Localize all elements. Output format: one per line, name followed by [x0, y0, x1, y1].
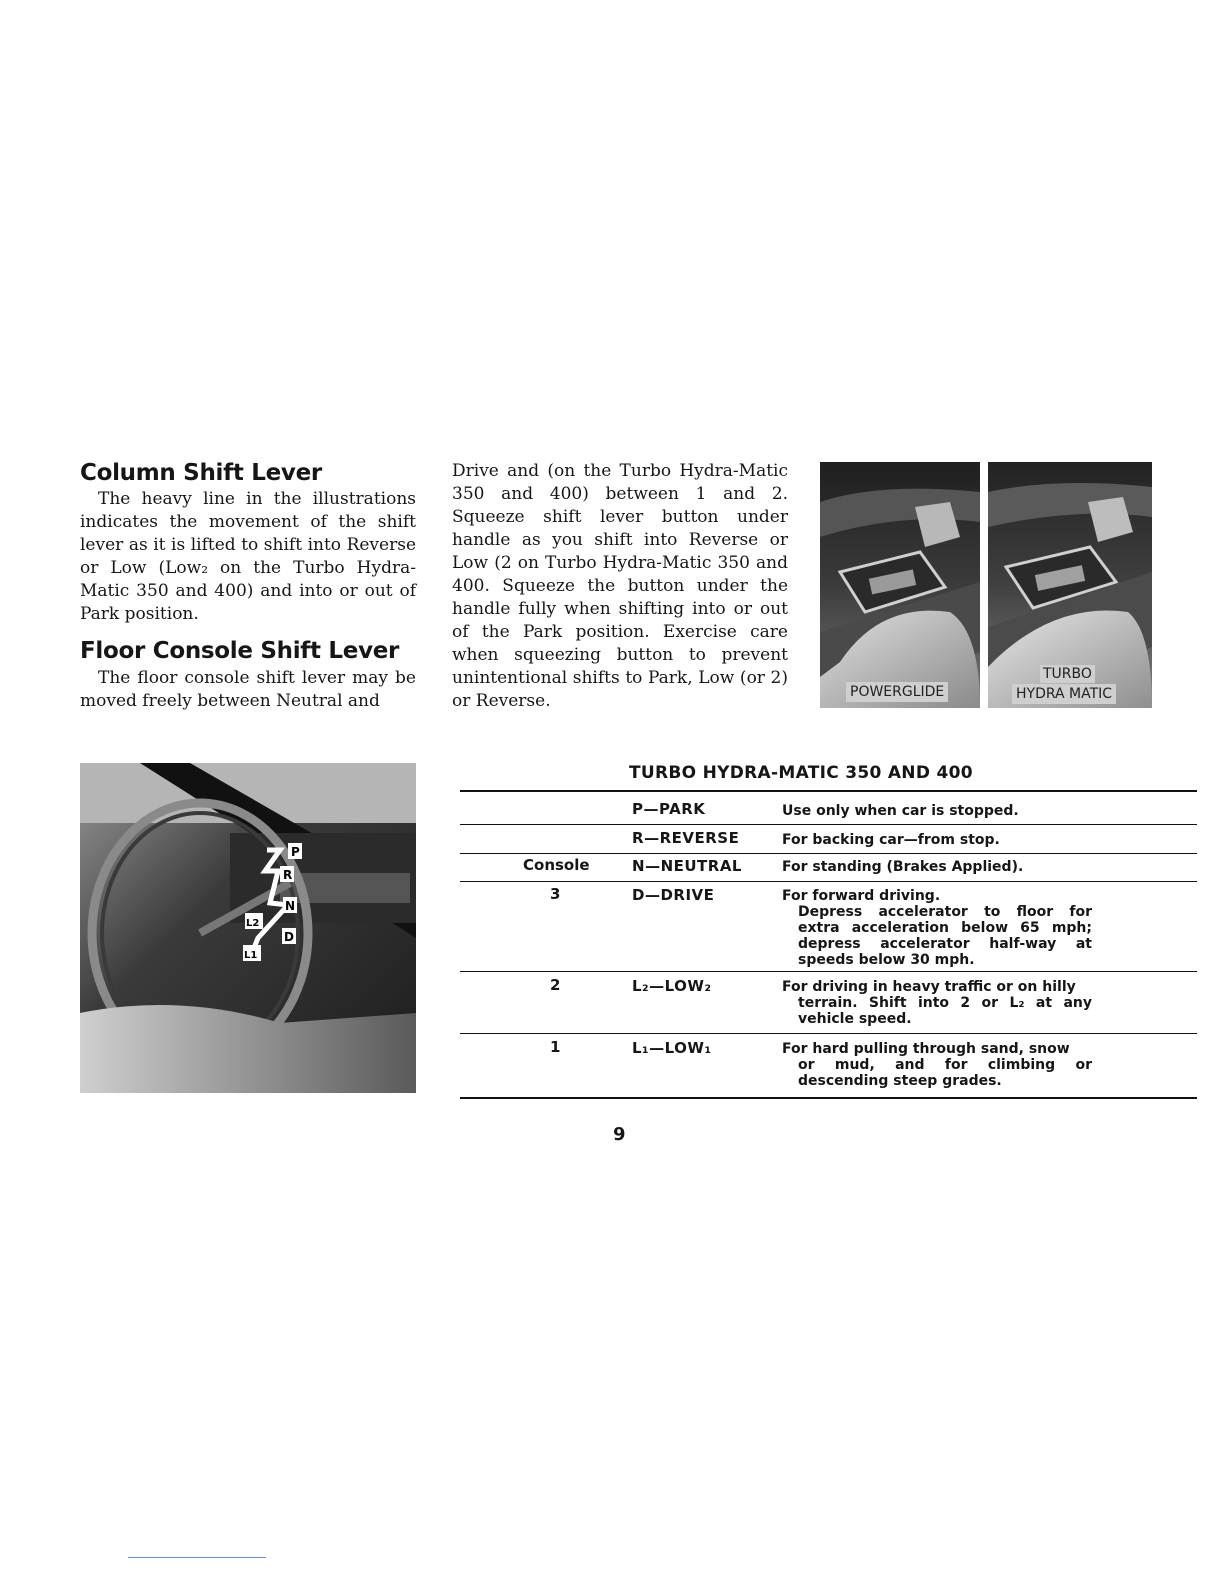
powerglide-label: POWERGLIDE: [846, 682, 948, 702]
shift-letter-p: P: [291, 845, 300, 859]
table-row-low2-desc: For driving in heavy traffic or on hilly terrain. Shift into 2 or L₂ at any vehicle speed.: [782, 979, 1092, 1027]
table-rule-5: [460, 1033, 1197, 1034]
paragraph-floor-console: The floor console shift lever may be moved freely between Neutral and: [80, 668, 416, 711]
powerglide-console-illustration: [820, 462, 980, 708]
table-row-low2-console: 2: [550, 976, 561, 994]
footer-link-underline: [128, 1557, 266, 1558]
table-row-low1-console: 1: [550, 1038, 561, 1056]
shift-letter-l2: L2: [246, 918, 260, 929]
table-row-park-desc: Use only when car is stopped.: [782, 803, 1019, 819]
table-row-neutral-gear: N—NEUTRAL: [632, 857, 742, 875]
turbo-label-line1: TURBO: [1040, 665, 1095, 683]
console-label: Console: [523, 856, 590, 874]
table-row-reverse-gear: R—REVERSE: [632, 829, 740, 847]
table-row-low1-desc: For hard pulling through sand, snow or mud, and for climbing or descending steep grades.: [782, 1041, 1092, 1089]
steering-column-illustration: [80, 763, 416, 1093]
heading-column-shift-lever: Column Shift Lever: [80, 460, 322, 486]
turbo-label-line2: HYDRA MATIC: [1012, 684, 1116, 704]
steering-column-shift-photo: [80, 763, 416, 1093]
page-number: 9: [613, 1124, 626, 1145]
table-row-drive-desc: For forward driving. Depress accelerator to floor for extra acceleration below 65 mph; depress accelerator half-way at speeds below 30 mph.: [782, 888, 1092, 968]
table-row-low2-gear: L₂—LOW₂: [632, 977, 712, 995]
table-rule-bottom: [460, 1097, 1197, 1099]
table-row-park-gear: P—PARK: [632, 800, 706, 818]
table-row-reverse-desc: For backing car—from stop.: [782, 832, 1000, 848]
turbo-hydra-matic-console-photo: [988, 462, 1152, 708]
shift-letter-r: R: [283, 868, 293, 882]
shift-letter-d: D: [284, 930, 294, 944]
paragraph-console-continued: Drive and (on the Turbo Hydra-Matic 350 and 400) between 1 and 2. Squeeze shift lever button under handle as you shift into Reverse or Low (2 on Turbo Hydra-Matic 350 and 400. Squeeze the button under the handle fully when shifting into or out of the Park position. Exercise care when squeezing button to prevent unintentional shifts to Park, Low (or 2) or Reverse.: [452, 461, 788, 711]
table-row-low1-gear: L₁—LOW₁: [632, 1039, 712, 1057]
paragraph-column-shift: The heavy line in the illustrations indicates the movement of the shift lever as it is lifted to shift into Reverse or Low (Low₂ on the Turbo Hydra-Matic 350 and 400) and into or out of Park position.: [80, 489, 416, 624]
table-rule-2: [460, 853, 1197, 854]
table-rule-3: [460, 881, 1197, 882]
shift-letter-l1: L1: [244, 950, 258, 961]
table-row-drive-console: 3: [550, 885, 561, 903]
table-rule-4: [460, 971, 1197, 972]
heading-floor-console-shift-lever: Floor Console Shift Lever: [80, 638, 400, 664]
shift-letter-n: N: [285, 899, 296, 913]
powerglide-console-photo: [820, 462, 980, 708]
table-row-neutral-desc: For standing (Brakes Applied).: [782, 859, 1024, 875]
table-rule-top: [460, 790, 1197, 792]
table-title: TURBO HYDRA-MATIC 350 AND 400: [629, 763, 973, 783]
table-row-drive-gear: D—DRIVE: [632, 886, 715, 904]
table-rule-1: [460, 824, 1197, 825]
